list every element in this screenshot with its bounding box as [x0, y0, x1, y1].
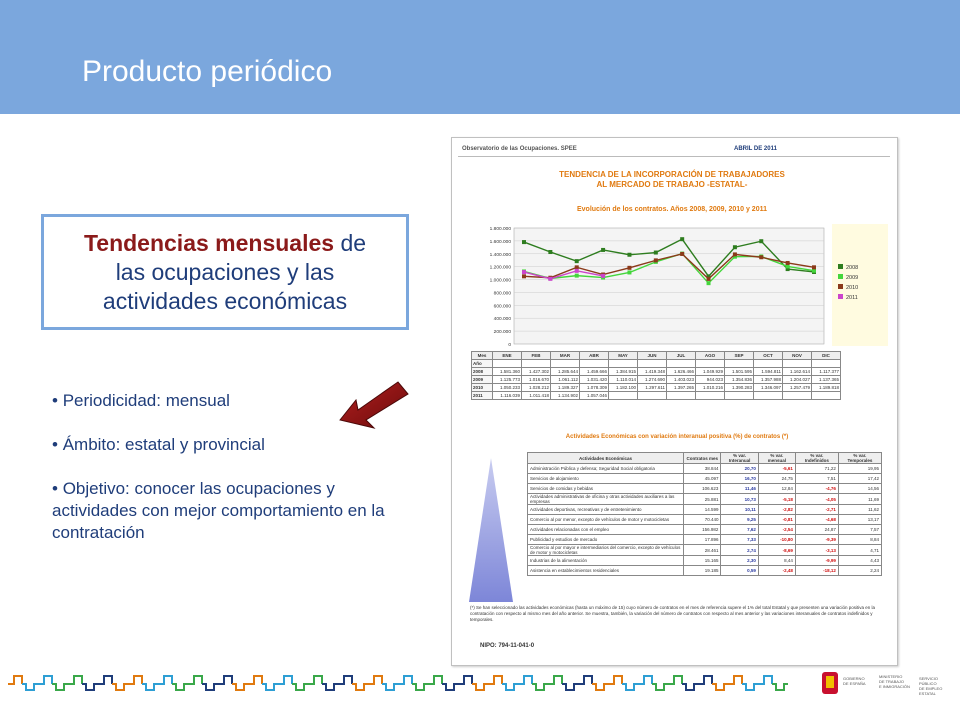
table-cell: -8,69 [758, 545, 795, 556]
table-cell: -3,13 [795, 545, 838, 556]
table-cell: 1.384.915 [609, 368, 638, 376]
bullet-text-scope: Ámbito: estatal y provincial [62, 435, 265, 454]
table-cell: -2,54 [758, 525, 795, 535]
border-motif [218, 676, 248, 690]
table-cell [609, 360, 638, 368]
decorative-border [8, 670, 798, 696]
data-point [733, 245, 737, 249]
table-cell: 1.397.265 [667, 384, 696, 392]
data-point [759, 239, 763, 243]
table-row [528, 535, 882, 545]
table-cell: 14,56 [838, 484, 881, 494]
y-tick-label: 1.200.000 [489, 265, 511, 271]
y-tick-label: 1.600.000 [489, 239, 511, 245]
table-cell: MAY [609, 352, 638, 360]
callout-line1-rest: de [334, 229, 367, 256]
table-cell: 1.274.690 [638, 376, 667, 384]
legend-swatch [838, 284, 843, 289]
table-row [528, 566, 882, 576]
logo-ministry-text [879, 674, 910, 689]
table-cell [812, 360, 841, 368]
table-cell: JUL [667, 352, 696, 360]
table-cell: 14.599 [684, 505, 721, 515]
table-row [472, 376, 841, 384]
table-cell: 1.134.902 [551, 392, 580, 400]
table-cell: 2,30 [721, 556, 758, 566]
border-motif [518, 676, 548, 690]
data-point [522, 240, 526, 244]
border-motif [398, 676, 428, 690]
data-point [759, 255, 763, 259]
table-cell: 1.049.929 [696, 368, 725, 376]
table-cell [580, 360, 609, 368]
table-cell: Mes [472, 352, 493, 360]
table-cell: 1.390.283 [725, 384, 754, 392]
table-cell [783, 360, 812, 368]
table-cell: 1.357.988 [754, 376, 783, 384]
table-cell: Comercio al por menor, excepto de vehículos de motor y motocicletas [528, 515, 684, 525]
table-row [472, 352, 841, 360]
table-cell: ENE [493, 352, 522, 360]
table-cell: SEP [725, 352, 754, 360]
doc-date: ABRIL DE 2011 [734, 146, 777, 152]
table-cell [754, 392, 783, 400]
table-cell: NOV [783, 352, 812, 360]
table-cell: 19.185 [684, 566, 721, 576]
border-motif [728, 676, 758, 690]
table-cell: -5,61 [758, 464, 795, 474]
table-cell: Contratos mes [684, 453, 721, 464]
table-cell: 1.182.100 [609, 384, 638, 392]
bullet-item: • Objetivo: conocer las ocupaciones y actividades con mejor comportamiento en la contratación [52, 479, 385, 542]
callout-line3: actividades económicas [102, 287, 348, 314]
table-cell: OCT [754, 352, 783, 360]
border-motif [128, 676, 158, 690]
table-cell: 1.010.216 [696, 384, 725, 392]
table-cell: -2,48 [758, 566, 795, 576]
table-cell: 24,75 [758, 474, 795, 484]
table-cell: Servicios de alojamiento [528, 474, 684, 484]
table-cell: 1.078.309 [580, 384, 609, 392]
logo-service-text [919, 676, 955, 696]
data-point [733, 252, 737, 256]
callout-line2: las ocupaciones y las [115, 258, 335, 285]
table-cell [609, 392, 638, 400]
data-point [786, 264, 790, 268]
table-cell: 106.623 [684, 484, 721, 494]
table-cell: 1.581.360 [493, 368, 522, 376]
border-motif [638, 676, 668, 690]
border-motif [668, 676, 698, 690]
border-motif [428, 676, 458, 690]
data-point [575, 269, 579, 273]
table-cell: 38.844 [684, 464, 721, 474]
doc-title-line1: TENDENCIA DE LA INCORPORACIÓN DE TRABAJADORES [559, 170, 785, 179]
table-row [528, 474, 882, 484]
table-cell: 9,25 [721, 515, 758, 525]
y-tick-label: 200.000 [493, 330, 511, 336]
logo-line2: DE ESPAÑA [843, 681, 866, 686]
table-cell: Actividades relacionadas con el empleo [528, 525, 684, 535]
data-point [812, 265, 816, 269]
page-title: Producto periódico [82, 55, 333, 88]
table-cell: 2010 [472, 384, 493, 392]
table-row [528, 484, 882, 494]
legend-label: 2008 [846, 265, 859, 271]
table-cell: 17.896 [684, 535, 721, 545]
border-motif [188, 676, 218, 690]
table-cell [551, 360, 580, 368]
report-document [451, 137, 898, 666]
logo-service2: DE EMPLEO ESTATAL [919, 686, 943, 696]
table-cell: 1.354.836 [725, 376, 754, 384]
data-point [707, 281, 711, 285]
table-cell: 2011 [472, 392, 493, 400]
border-motif [98, 676, 128, 690]
table-cell: 7,33 [721, 535, 758, 545]
data-point [627, 270, 631, 274]
table-row [472, 368, 841, 376]
table-cell: -4,68 [795, 515, 838, 525]
table-cell [638, 360, 667, 368]
table-row [528, 515, 882, 525]
table-cell: 13,17 [838, 515, 881, 525]
border-motif [308, 676, 338, 690]
legend-label: 2009 [846, 275, 859, 281]
data-point [627, 253, 631, 257]
table-cell: 1.116.039 [493, 392, 522, 400]
monthly-table [471, 351, 841, 400]
line-chart [452, 222, 897, 350]
table-cell: 2008 [472, 368, 493, 376]
border-motif [578, 676, 608, 690]
border-motif [68, 676, 98, 690]
table-cell [754, 360, 783, 368]
table-cell: 1.031.420 [580, 376, 609, 384]
callout-box [41, 214, 409, 330]
table-row [528, 556, 882, 566]
table-cell: % var. Interanual [721, 453, 758, 464]
border-motif [458, 676, 488, 690]
legend-swatch [838, 294, 843, 299]
table-cell: 12,84 [758, 484, 795, 494]
table-cell: % var. mensual [758, 453, 795, 464]
table-cell: 28.461 [684, 545, 721, 556]
table-cell: 1.110.014 [609, 376, 638, 384]
table-cell: 1.427.302 [522, 368, 551, 376]
table-cell: ABR [580, 352, 609, 360]
table-cell [638, 392, 667, 400]
table-cell: 156.982 [684, 525, 721, 535]
table-cell: -9,39 [795, 535, 838, 545]
activities-table [527, 452, 882, 576]
data-point [680, 237, 684, 241]
table-cell: 8,84 [838, 535, 881, 545]
legend-label: 2011 [846, 295, 858, 301]
data-point [575, 265, 579, 269]
logo-service1: SERVICIO PÚBLICO [919, 676, 939, 686]
table-row [472, 360, 841, 368]
table-cell [493, 360, 522, 368]
table-cell: Comercio al por mayor e intermediarios del comercio, excepto de vehículos de motor y motocicletas [528, 545, 684, 556]
table-cell: 1.189.818 [812, 384, 841, 392]
border-motif [158, 676, 188, 690]
table-cell: 8,44 [758, 556, 795, 566]
table-cell: 1.117.377 [812, 368, 841, 376]
table-cell: 71,22 [795, 464, 838, 474]
table-cell: Actividades administrativas de oficina y otras actividades auxiliares a las empresas [528, 494, 684, 505]
table-cell: 2,74 [721, 545, 758, 556]
logo-ministry1: MINISTERIO [879, 674, 903, 679]
table-cell: 7,51 [795, 474, 838, 484]
table-cell: 944.023 [696, 376, 725, 384]
table-cell: 1.285.644 [551, 368, 580, 376]
table-cell: 7,62 [721, 525, 758, 535]
legend-label: 2010 [846, 285, 859, 291]
table-cell [696, 360, 725, 368]
coat-of-arms-icon [819, 670, 841, 698]
data-point [548, 250, 552, 254]
table-cell: 1.419.348 [638, 368, 667, 376]
table-cell: 15.165 [684, 556, 721, 566]
logo-ministry3: E INMIGRACIÓN [879, 684, 910, 689]
y-tick-label: 600.000 [493, 304, 511, 310]
data-point [548, 277, 552, 281]
table-cell: 1.459.666 [580, 368, 609, 376]
y-tick-label: 1.000.000 [489, 278, 511, 284]
border-motif [758, 676, 788, 690]
y-tick-label: 1.400.000 [489, 252, 511, 258]
table-cell: Año [472, 360, 493, 368]
legend-swatch [838, 264, 843, 269]
table-cell: 1.057.046 [580, 392, 609, 400]
data-point [522, 274, 526, 278]
callout-line1 [44, 229, 406, 258]
table-cell: 2,24 [838, 566, 881, 576]
table-cell: Actividades Económicas [528, 453, 684, 464]
border-motif [608, 676, 638, 690]
table-cell: 1.204.027 [783, 376, 812, 384]
table-cell: 1.189.327 [551, 384, 580, 392]
table-cell [783, 392, 812, 400]
table-row [528, 525, 882, 535]
table-cell: 1.125.773 [493, 376, 522, 384]
table-cell: 1.050.233 [493, 384, 522, 392]
table-cell: 17,42 [838, 474, 881, 484]
data-point [786, 261, 790, 265]
table-cell: 1.061.112 [551, 376, 580, 384]
data-point [707, 277, 711, 281]
table-cell: JUN [638, 352, 667, 360]
triangle-graphic [465, 456, 517, 606]
table-cell [696, 392, 725, 400]
table-cell: 20,70 [721, 464, 758, 474]
table-cell: 1.257.479 [783, 384, 812, 392]
table-cell [812, 392, 841, 400]
table-cell: % var. Temporales [838, 453, 881, 464]
table-cell: Administración Pública y defensa; Seguridad Social obligatoria [528, 464, 684, 474]
doc-footnote: (*) Se han seleccionado las actividades económicas (hasta un máximo de 15) cuyo número de contratos en el mes de referencia supere el 1% del total Estatal y que presenten una variación positiva en la contratación con respecto al mismo mes del año anterior. Se muestra, también, la variación del número de contratos con respecto al mes anterior y las variaciones interanuales de contratos indefinidos y temporales. [470, 605, 875, 622]
table-cell: DIC [812, 352, 841, 360]
doc-divider [458, 156, 890, 157]
table-cell [667, 392, 696, 400]
table-row [528, 494, 882, 505]
arrow-left-icon [334, 376, 414, 438]
table-row [472, 392, 841, 400]
government-logo [815, 664, 955, 704]
data-point [575, 259, 579, 263]
table-cell: Industrias de la alimentación [528, 556, 684, 566]
table-cell: Actividades deportivas, recreativas y de entretenimiento [528, 505, 684, 515]
table-cell: -2,71 [795, 505, 838, 515]
table-cell: -10,80 [758, 535, 795, 545]
data-point [654, 258, 658, 262]
border-motif [548, 676, 578, 690]
table-cell: Publicidad y estudios de mercado [528, 535, 684, 545]
data-point [601, 248, 605, 252]
table-cell: 0,59 [721, 566, 758, 576]
logo-ministry2: DE TRABAJO [879, 679, 905, 684]
data-point [654, 251, 658, 255]
table-cell: Asistencia en establecimientos residenciales [528, 566, 684, 576]
table-cell [725, 392, 754, 400]
table-cell: FEB [522, 352, 551, 360]
border-motif [488, 676, 518, 690]
table-row [528, 464, 882, 474]
table-cell: -5,18 [758, 494, 795, 505]
table-cell: 1.162.614 [783, 368, 812, 376]
bullet-item: • Periodicidad: mensual [52, 391, 230, 410]
table-cell: 1.016.670 [522, 376, 551, 384]
table-cell: 4,71 [838, 545, 881, 556]
bullet-text-objective: Objetivo: conocer las ocupaciones y actividades con mejor comportamiento en la contratación [52, 479, 385, 542]
data-point [522, 270, 526, 274]
table-cell: AGO [696, 352, 725, 360]
logo-gov-text [843, 676, 866, 686]
table-cell [725, 360, 754, 368]
table-cell: 1.403.023 [667, 376, 696, 384]
table-cell: 1.297.611 [638, 384, 667, 392]
table-cell: 24,87 [795, 525, 838, 535]
y-tick-label: 1.800.000 [489, 227, 511, 232]
doc-title-line2: AL MERCADO DE TRABAJO -ESTATAL- [596, 180, 748, 189]
table-row [528, 453, 882, 464]
border-motif [8, 676, 38, 690]
table-cell: 11,62 [838, 505, 881, 515]
table-cell: 11,46 [721, 484, 758, 494]
table-cell: Servicios de comidas y bebidas [528, 484, 684, 494]
table-cell: 25.881 [684, 494, 721, 505]
table-cell: 1.137.365 [812, 376, 841, 384]
bullet-text-periodicity: Periodicidad: mensual [62, 391, 230, 410]
table-cell: 16,70 [721, 474, 758, 484]
table-cell: 11,69 [838, 494, 881, 505]
y-tick-label: 800.000 [493, 291, 511, 297]
legend-swatch [838, 274, 843, 279]
table-cell: -18,12 [795, 566, 838, 576]
callout-highlight: Tendencias mensuales [83, 229, 335, 256]
table-cell [522, 360, 551, 368]
table-cell: % var. Indefinidos [795, 453, 838, 464]
data-point [575, 274, 579, 278]
border-motif [368, 676, 398, 690]
table-cell: 2009 [472, 376, 493, 384]
y-tick-label: 0 [508, 343, 511, 348]
table-cell: 1.626.466 [667, 368, 696, 376]
table-cell: 10,73 [721, 494, 758, 505]
table-cell: -2,82 [758, 505, 795, 515]
table-row [472, 384, 841, 392]
doc-source: Observatorio de las Ocupaciones. SPEE [462, 146, 577, 152]
table-row [528, 545, 882, 556]
border-motif [38, 676, 68, 690]
table-cell: -0,81 [758, 515, 795, 525]
chart-title: Evolución de los contratos. Años 2008, 2009, 2010 y 2011 [577, 206, 767, 213]
table-cell: -4,76 [795, 484, 838, 494]
table-cell: 4,43 [838, 556, 881, 566]
table-cell [667, 360, 696, 368]
doc-nipo: NIPO: 794-11-041-0 [480, 643, 535, 649]
border-motif [248, 676, 278, 690]
table-row [528, 505, 882, 515]
table-cell: 1.028.212 [522, 384, 551, 392]
table-cell: 7,57 [838, 525, 881, 535]
border-motif [698, 676, 728, 690]
table-cell: MAR [551, 352, 580, 360]
table-cell: 10,11 [721, 505, 758, 515]
doc-title [472, 170, 872, 190]
data-point [680, 252, 684, 256]
border-motif [278, 676, 308, 690]
table-cell: 1.346.097 [754, 384, 783, 392]
table-cell: -4,05 [795, 494, 838, 505]
table-cell: 1.011.418 [522, 392, 551, 400]
table-cell: 70.440 [684, 515, 721, 525]
table-cell: 45.097 [684, 474, 721, 484]
table-cell: 19,95 [838, 464, 881, 474]
data-point [601, 274, 605, 278]
activities-title: Actividades Económicas con variación interanual positiva (%) de contratos (*) [565, 434, 789, 440]
data-point [627, 266, 631, 270]
y-tick-label: 400.000 [493, 317, 511, 323]
table-cell: 1.501.595 [725, 368, 754, 376]
border-motif [338, 676, 368, 690]
table-cell: 1.594.811 [754, 368, 783, 376]
logo-line1: GOBIERNO [843, 676, 865, 681]
bullet-item: • Ámbito: estatal y provincial [52, 435, 265, 454]
table-cell: -9,99 [795, 556, 838, 566]
